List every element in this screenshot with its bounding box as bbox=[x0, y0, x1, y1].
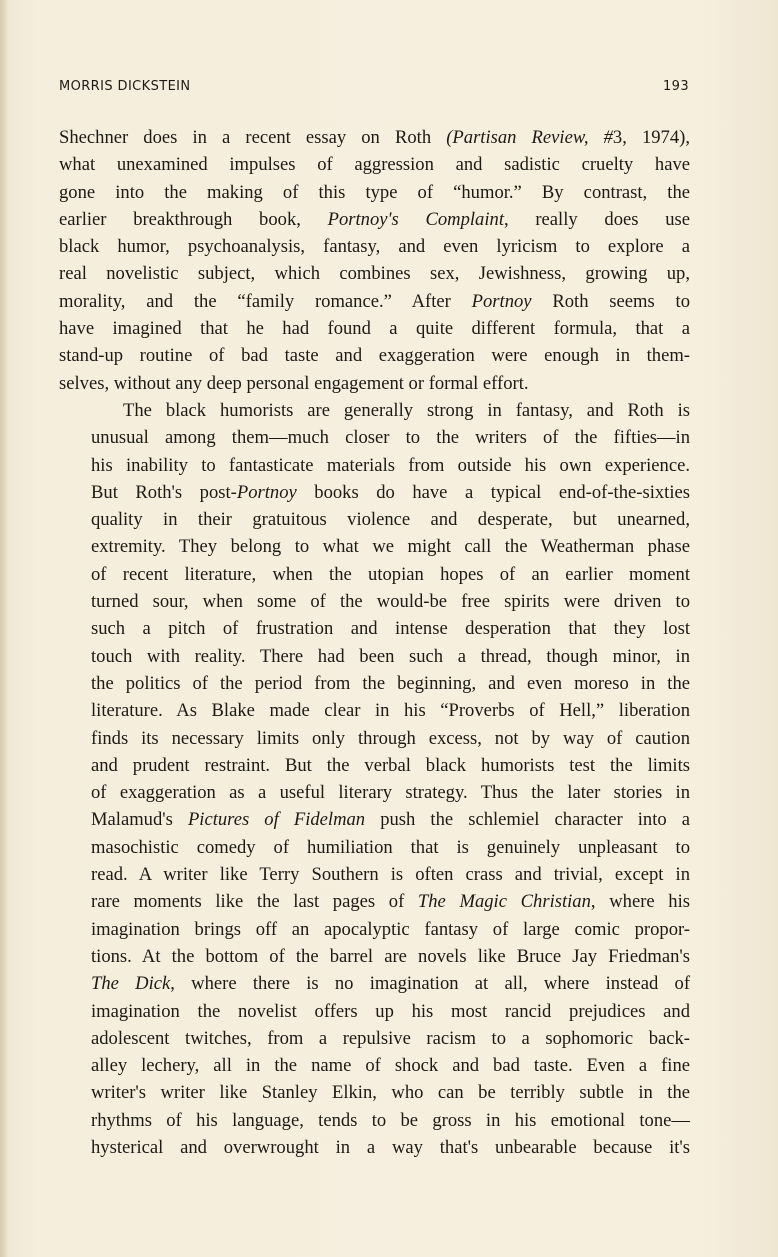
text-line bbox=[59, 1134, 690, 1161]
text-line bbox=[59, 861, 690, 888]
page-number: 193 bbox=[662, 79, 689, 94]
text-run: writer's writer like Stanley Elkin, who can be terribly subtle in the bbox=[91, 1082, 690, 1104]
text-run: push the schlemiel character into a bbox=[365, 809, 690, 831]
text-line bbox=[59, 315, 690, 342]
text-run: morality, and the “family romance.” After bbox=[59, 290, 472, 312]
text-run: unusual among them—much closer to the writers of the fifties—in bbox=[91, 427, 690, 449]
text-line bbox=[59, 397, 690, 424]
text-line bbox=[59, 424, 690, 451]
binding-gutter-shadow bbox=[0, 0, 8, 1257]
text-line bbox=[59, 643, 690, 670]
text-run: and prudent restraint. But the verbal black humorists test the limits bbox=[91, 754, 690, 776]
text-run: alley lechery, all in the name of shock and bad taste. Even a fine bbox=[91, 1055, 690, 1077]
text-run: , where there is no imagination at all, where instead of bbox=[170, 973, 691, 995]
text-run: quality in their gratuitous violence and desperate, but unearned, bbox=[91, 509, 690, 531]
text-line bbox=[59, 452, 690, 479]
text-run: of exaggeration as a useful literary strategy. Thus the later stories in bbox=[91, 782, 690, 804]
text-run: 3, 1974), bbox=[612, 127, 690, 148]
text-run: Shechner does in a recent essay on Roth bbox=[59, 127, 447, 148]
text-line bbox=[59, 342, 690, 369]
text-run: adolescent twitches, from a repulsive racism to a sophomoric back- bbox=[91, 1027, 690, 1049]
paragraph bbox=[59, 397, 690, 1161]
text-line bbox=[59, 725, 690, 752]
text-run: the politics of the period from the beginning, and even moreso in the bbox=[91, 672, 690, 694]
text-run: turned sour, when some of the would-be free spirits were driven to bbox=[91, 591, 690, 613]
text-run: , really does use bbox=[503, 208, 691, 230]
text-run: real novelistic subject, which combines sex, Jewishness, growing up, bbox=[59, 263, 690, 285]
italic-title: Portnoy bbox=[471, 290, 532, 312]
text-run: have imagined that he had found a quite different formula, that a bbox=[59, 318, 690, 340]
italic-title: Pictures of Fidelman bbox=[187, 809, 366, 831]
text-run: black humor, psychoanalysis, fantasy, and even lyricism to explore a bbox=[59, 236, 690, 258]
text-run: what unexamined impulses of aggression and sadistic cruelty have bbox=[59, 154, 690, 176]
text-run: selves, without any deep personal engagement or formal effort. bbox=[59, 372, 529, 394]
text-run: , where his bbox=[590, 891, 690, 913]
italic-title: The Magic Christian bbox=[417, 891, 591, 913]
text-run: The black humorists are generally strong in fantasy, and Roth is bbox=[123, 399, 690, 421]
text-run: such a pitch of frustration and intense desperation that they lost bbox=[91, 618, 690, 640]
text-line bbox=[59, 506, 690, 533]
text-run: imagination the novelist offers up his most rancid prejudices and bbox=[91, 1000, 690, 1022]
paragraph bbox=[59, 124, 690, 397]
text-line bbox=[59, 151, 690, 178]
text-line bbox=[59, 916, 690, 943]
italic-title: Portnoy's Complaint bbox=[327, 208, 504, 230]
text-run: imagination brings off an apocalyptic fantasy of large comic propor- bbox=[91, 918, 690, 940]
text-line bbox=[59, 260, 690, 287]
text-line bbox=[59, 561, 690, 588]
text-line bbox=[59, 533, 690, 560]
text-run: read. A writer like Terry Southern is often crass and trivial, except in bbox=[91, 864, 690, 886]
text-line bbox=[59, 888, 690, 915]
text-run: of recent literature, when the utopian hopes of an earlier moment bbox=[91, 563, 690, 585]
text-run: literature. As Blake made clear in his “Proverbs of Hell,” liberation bbox=[91, 700, 690, 722]
text-line bbox=[59, 998, 690, 1025]
text-line bbox=[59, 697, 690, 724]
text-run: rare moments like the last pages of bbox=[91, 891, 418, 913]
text-line bbox=[59, 1079, 690, 1106]
text-line bbox=[59, 1052, 690, 1079]
text-line bbox=[59, 288, 690, 315]
text-run: masochistic comedy of humiliation that is genuinely unpleasant to bbox=[91, 836, 690, 858]
italic-title: (Partisan Review, # bbox=[446, 127, 613, 148]
text-line bbox=[59, 370, 690, 397]
text-line bbox=[59, 806, 690, 833]
body-text bbox=[59, 124, 690, 1161]
text-run: hysterical and overwrought in a way that's unbearable because it's bbox=[91, 1136, 690, 1158]
text-line bbox=[59, 670, 690, 697]
text-run: extremity. They belong to what we might call the Weatherman phase bbox=[91, 536, 690, 558]
text-line bbox=[59, 124, 690, 151]
text-run: rhythms of his language, tends to be gross in his emotional tone— bbox=[91, 1109, 690, 1131]
text-line bbox=[59, 588, 690, 615]
text-line bbox=[59, 834, 690, 861]
text-line bbox=[59, 1025, 690, 1052]
text-run: stand-up routine of bad taste and exaggeration were enough in them- bbox=[59, 345, 690, 367]
text-line bbox=[59, 970, 690, 997]
text-line bbox=[59, 1107, 690, 1134]
text-line bbox=[59, 615, 690, 642]
text-line bbox=[59, 179, 690, 206]
text-run: gone into the making of this type of “humor.” By contrast, the bbox=[59, 181, 690, 203]
text-run: books do have a typical end-of-the-sixties bbox=[296, 481, 690, 503]
text-run: finds its necessary limits only through excess, not by way of caution bbox=[91, 727, 690, 749]
page-header bbox=[59, 79, 689, 99]
text-line bbox=[59, 752, 690, 779]
text-run: tions. At the bottom of the barrel are novels like Bruce Jay Friedman's bbox=[91, 945, 690, 967]
text-run: Roth seems to bbox=[531, 290, 690, 312]
text-run: earlier breakthrough book, bbox=[59, 208, 328, 230]
text-line bbox=[59, 206, 690, 233]
text-line bbox=[59, 779, 690, 806]
running-head: MORRIS DICKSTEIN bbox=[59, 79, 191, 94]
text-run: But Roth's post- bbox=[91, 481, 237, 503]
text-line bbox=[59, 479, 690, 506]
text-run: his inability to fantasticate materials from outside his own experience. bbox=[91, 454, 690, 476]
italic-title: Portnoy bbox=[236, 481, 297, 503]
text-line bbox=[59, 233, 690, 260]
text-line bbox=[59, 943, 690, 970]
text-run: Malamud's bbox=[91, 809, 188, 831]
italic-title: The Dick bbox=[91, 973, 171, 995]
text-run: touch with reality. There had been such a thread, though minor, in bbox=[91, 645, 690, 667]
